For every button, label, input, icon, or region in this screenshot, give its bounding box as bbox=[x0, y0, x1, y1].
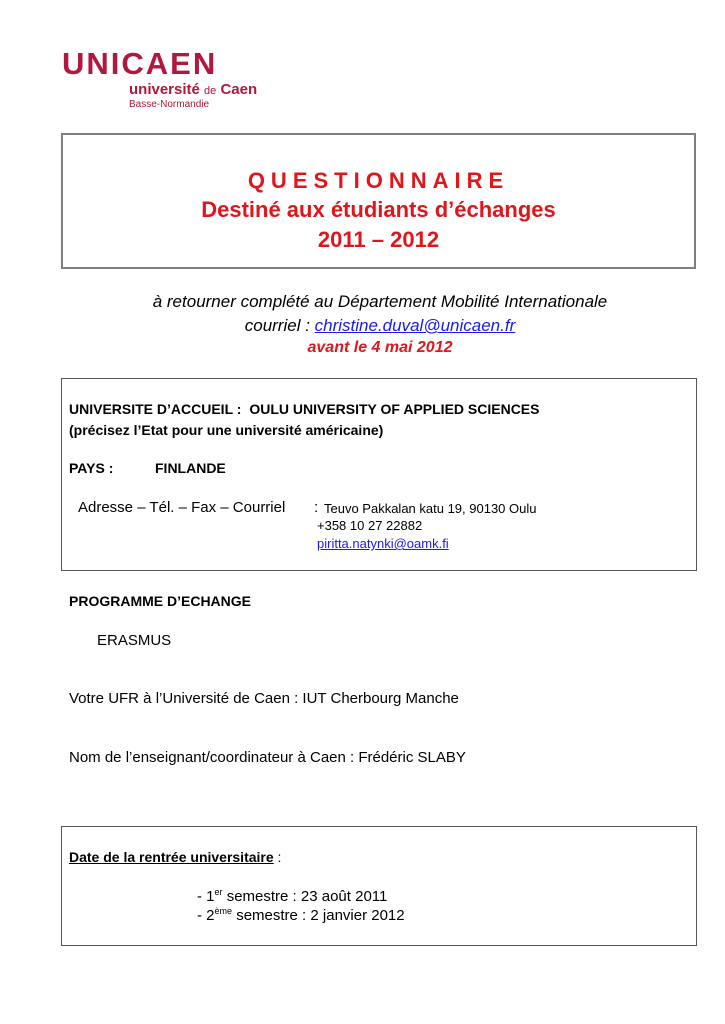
logo-university-name bbox=[129, 82, 257, 99]
host-state-note: (précisez l’Etat pour une université américaine) bbox=[69, 422, 384, 438]
host-country-value: FINLANDE bbox=[155, 460, 226, 476]
logo-university-city: Caen bbox=[220, 81, 258, 98]
host-university-label: UNIVERSITE D’ACCUEIL : bbox=[69, 401, 242, 417]
semester-1-line bbox=[197, 888, 387, 905]
semester-1-sup: er bbox=[214, 887, 223, 897]
logo-university-de: de bbox=[204, 85, 217, 97]
return-email-link[interactable]: christine.duval@unicaen.fr bbox=[314, 316, 516, 335]
semester-2-text: semestre : 2 janvier 2012 bbox=[232, 907, 405, 924]
dates-colon: : bbox=[273, 849, 282, 865]
host-contact-label: Adresse – Tél. – Fax – Courriel bbox=[78, 499, 286, 516]
semester-2-sup: ème bbox=[214, 906, 233, 916]
host-university-box bbox=[61, 378, 697, 571]
academic-dates-box bbox=[61, 826, 697, 946]
logo-university-prefix: université bbox=[129, 81, 200, 98]
logo-region: Basse-Normandie bbox=[129, 99, 210, 110]
return-deadline: avant le 4 mai 2012 bbox=[307, 339, 453, 356]
programme-value: ERASMUS bbox=[97, 632, 172, 649]
host-phone: +358 10 27 22882 bbox=[317, 518, 423, 533]
semester-1-prefix: - 1 bbox=[197, 888, 215, 905]
title-years: 2011 – 2012 bbox=[317, 227, 440, 252]
host-contact-colon: : bbox=[314, 499, 319, 516]
unicaen-logo bbox=[62, 48, 262, 112]
return-instruction: à retourner complété au Département Mobilité Internationale bbox=[152, 292, 608, 311]
semester-1-text: semestre : 23 août 2011 bbox=[222, 888, 388, 905]
title-subtitle: Destiné aux étudiants d’échanges bbox=[201, 197, 556, 222]
semester-2-line bbox=[197, 907, 405, 924]
logo-wordmark: UNICAEN bbox=[62, 46, 218, 81]
programme-label: PROGRAMME D’ECHANGE bbox=[69, 593, 252, 609]
return-email-line bbox=[40, 316, 720, 336]
semester-2-prefix: - 2 bbox=[197, 907, 215, 924]
title-box bbox=[61, 133, 696, 269]
host-university-value: OULU UNIVERSITY OF APPLIED SCIENCES bbox=[249, 401, 540, 417]
dates-label: Date de la rentrée universitaire bbox=[69, 849, 274, 865]
coordinator-line: Nom de l’enseignant/coordinateur à Caen : Frédéric SLABY bbox=[69, 749, 466, 766]
ufr-line: Votre UFR à l’Université de Caen : IUT Cherbourg Manche bbox=[69, 690, 459, 707]
title-questionnaire: QUESTIONNAIRE bbox=[247, 168, 510, 193]
host-email-link[interactable]: piritta.natynki@oamk.fi bbox=[317, 536, 449, 551]
host-country-label: PAYS : bbox=[69, 460, 114, 476]
return-email-label: courriel : bbox=[244, 316, 315, 335]
host-university-line bbox=[69, 401, 539, 417]
dates-heading bbox=[69, 849, 281, 865]
host-address: Teuvo Pakkalan katu 19, 90130 Oulu bbox=[324, 501, 537, 516]
